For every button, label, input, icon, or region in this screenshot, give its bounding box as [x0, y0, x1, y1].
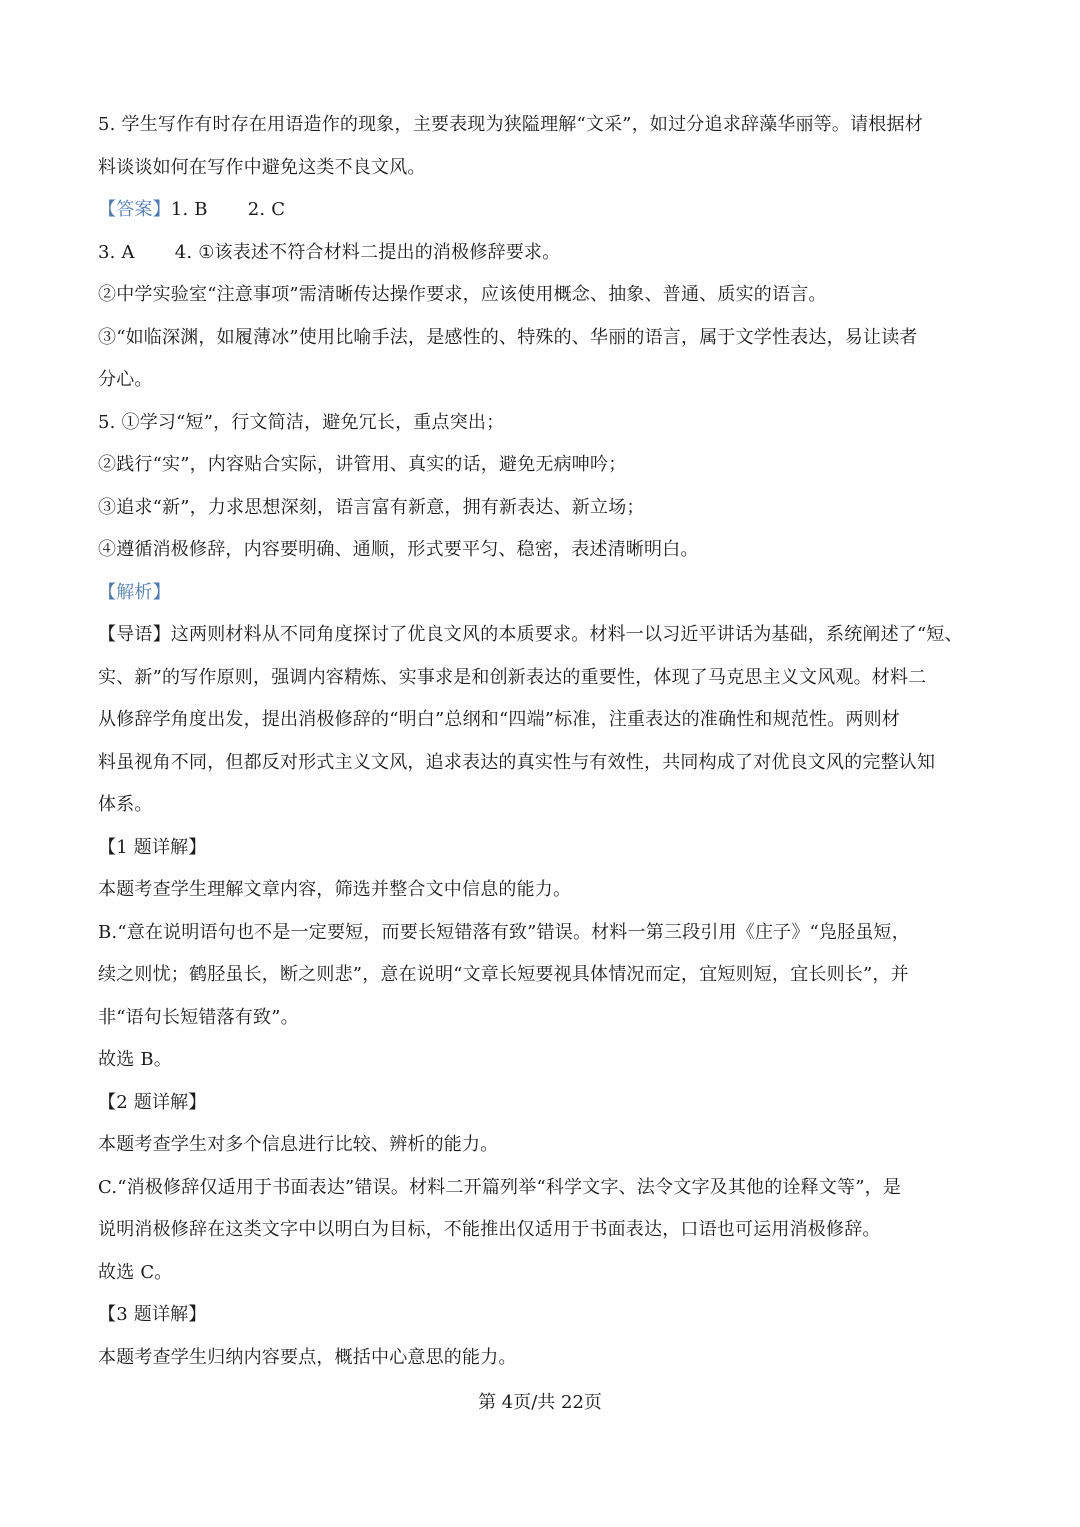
answer-5-point-1: 5. ①学习“短”，行文简洁，避免冗长，重点突出；	[98, 411, 505, 433]
answer-5-point-3: ③追求“新”，力求思想深刻，语言富有新意，拥有新表达、新立场；	[98, 496, 645, 518]
answer-3: 3. A	[98, 241, 135, 263]
page-number-footer: 第 4页/共 22页	[478, 1392, 602, 1413]
answer-5-point-4: ④遵循消极修辞，内容要明确、通顺，形式要平匀、稳密，表述清晰明白。	[98, 539, 699, 560]
answer-4-point-3: ③“如临深渊，如履薄冰”使用比喻手法，是感性的、特殊的、华丽的语言，属于文学性表达，易让读者	[98, 326, 918, 348]
q2-detail-line-3: 说明消极修辞在这类文字中以明白为目标，不能推出仅适用于书面表达，口语也可运用消极修辞。	[98, 1219, 881, 1240]
answer-2: 2. C	[247, 199, 286, 220]
answer-4: 4. ①该表述不符合材料二提出的消极修辞要求。	[174, 241, 561, 263]
intro-line-2: 实、新”的写作原则，强调内容精炼、实事求是和创新表达的重要性，体现了马克思主义文风观。材料二	[98, 666, 927, 688]
answer-line-1	[98, 189, 988, 232]
analysis-label: 【解析】	[98, 581, 171, 603]
q2-detail-line-1: 本题考查学生对多个信息进行比较、辨析的能力。	[98, 1134, 499, 1155]
q2-detail-line-2: C.“消极修辞仅适用于书面表达”错误。材料二开篇列举“科学文字、法令文字及其他的诠释文等”，是	[98, 1176, 902, 1198]
q1-detail-line-3: 续之则忧；鹤胫虽长，断之则悲”，意在说明“文章长短要视具体情况而定，宜短则短，宜长则长”，并	[98, 964, 909, 985]
answer-4-point-2: ②中学实验室“注意事项”需清晰传达操作要求，应该使用概念、抽象、普通、质实的语言。	[98, 284, 827, 305]
q1-detail-heading: 【1 题详解】	[98, 836, 207, 858]
answer-4-point-3-cont: 分心。	[98, 369, 153, 390]
question-5-line-1: 5. 学生写作有时存在用语造作的现象，主要表现为狭隘理解“文采”，如过分追求辞藻华丽等。请根据材	[98, 114, 923, 135]
intro-line-1: 【导语】这两则材料从不同角度探讨了优良文风的本质要求。材料一以习近平讲话为基础，系统阐述了“短、	[98, 624, 963, 645]
q2-detail-choice: 故选 C。	[98, 1261, 173, 1283]
answer-line-2	[98, 232, 988, 275]
question-5-line-2: 料谈谈如何在写作中避免这类不良文风。	[98, 156, 426, 178]
q3-detail-line-1: 本题考查学生归纳内容要点，概括中心意思的能力。	[98, 1346, 517, 1368]
answer-5-point-2: ②践行“实”，内容贴合实际，讲管用、真实的话，避免无病呻吟；	[98, 454, 627, 475]
document-body	[98, 104, 988, 1379]
q1-detail-line-2: B.“意在说明语句也不是一定要短，而要长短错落有致”错误。材料一第三段引用《庄子》“凫胫虽短，	[98, 921, 910, 943]
q3-detail-heading: 【3 题详解】	[98, 1304, 207, 1325]
intro-line-4: 料虽视角不同，但都反对形式主义文风，追求表达的真实性与有效性，共同构成了对优良文风的完整认知	[98, 751, 936, 773]
answer-1: 1. B	[170, 199, 208, 220]
answer-label: 【答案】	[98, 199, 171, 220]
intro-line-3: 从修辞学角度出发，提出消极修辞的“明白”总纲和“四端”标准，注重表达的准确性和规范性。两则材	[98, 709, 901, 730]
q1-detail-line-1: 本题考查学生理解文章内容，筛选并整合文中信息的能力。	[98, 879, 572, 900]
q1-detail-choice: 故选 B。	[98, 1049, 172, 1070]
q1-detail-line-4: 非“语句长短错落有致”。	[98, 1006, 299, 1028]
q2-detail-heading: 【2 题详解】	[98, 1091, 207, 1113]
intro-line-5: 体系。	[98, 794, 153, 815]
